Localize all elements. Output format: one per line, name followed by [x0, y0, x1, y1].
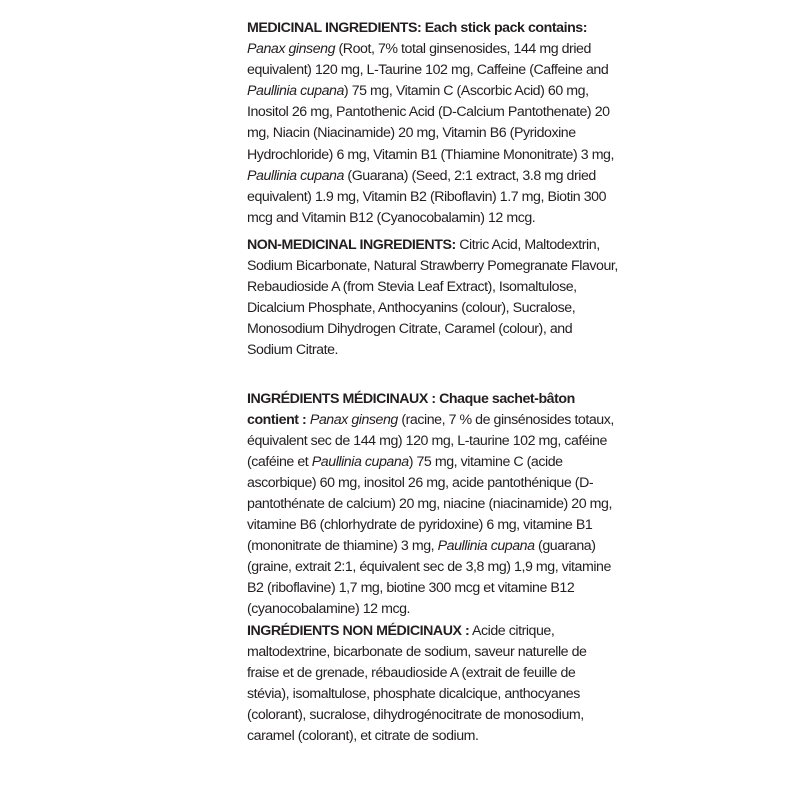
fr-medicinal-paragraph	[247, 389, 619, 621]
fr-paullinia-cupana-2: Paullinia cupana	[437, 538, 535, 555]
ingredients-label	[247, 18, 619, 747]
en-medicinal-paragraph	[247, 18, 619, 229]
en-paullinia-cupana-1: Paullinia cupana	[247, 83, 344, 100]
en-paullinia-cupana-2: Paullinia cupana	[247, 167, 344, 184]
fr-panax-ginseng: Panax ginseng	[309, 411, 398, 428]
fr-medicinal-text-3: (guarana) (graine, extrait 2:1, équivalent sec de 3,8 mg) 1,9 mg, vitamine B2 (riboflavine) 1,7 mg, biotine 300 mcg et vitamine B12 (cyanocobalamine) 12 mcg.	[247, 538, 611, 618]
en-panax-ginseng: Panax ginseng	[247, 41, 336, 58]
fr-paullinia-cupana-1: Paullinia cupana	[311, 453, 409, 470]
en-non-medicinal-heading: NON-MEDICINAL INGREDIENTS:	[247, 236, 456, 253]
en-non-medicinal-paragraph	[247, 235, 619, 362]
fr-medicinal-text-1: (racine, 7 % de ginsénosides totaux, équivalent sec de 144 mg) 120 mg, L-taurine 102 mg, caféine (caféine et	[247, 411, 614, 470]
language-divider-space	[247, 362, 619, 389]
fr-non-medicinal-heading: INGRÉDIENTS NON MÉDICINAUX :	[247, 622, 470, 639]
fr-medicinal-text-2: ) 75 mg, vitamine C (acide ascorbique) 60 mg, inositol 26 mg, acide pantothénique (D-pantothénate de calcium) 20 mg, niacine (niacinamide) 20 mg, vitamine B6 (chlorhydrate de pyridoxine) 6 mg, vitamine B1 (mononitrate de thiamine) 3 mg,	[247, 453, 612, 555]
fr-medicinal-heading: INGRÉDIENTS MÉDICINAUX : Chaque sachet-bâton contient :	[247, 390, 575, 428]
en-medicinal-text-1: (Root, 7% total ginsenosides, 144 mg dried equivalent) 120 mg, L-Taurine 102 mg, Caffeine (Caffeine and	[247, 41, 609, 79]
fr-non-medicinal-text: Acide citrique, maltodextrine, bicarbonate de sodium, saveur naturelle de fraise et de grenade, rébaudioside A (extrait de feuille de stévia), isomaltulose, phosphate dicalcique, anthocyanes (colorant), sucralose, dihydrogénocitrate de monosodium, caramel (colorant), et citrate de sodium.	[247, 622, 587, 744]
en-medicinal-heading: MEDICINAL INGREDIENTS: Each stick pack contains:	[247, 20, 587, 36]
fr-non-medicinal-paragraph	[247, 621, 619, 748]
en-medicinal-text-3: (Guarana) (Seed, 2:1 extract, 3.8 mg dried equivalent) 1.9 mg, Vitamin B2 (Riboflavin) 1.7 mg, Biotin 300 mcg and Vitamin B12 (Cyanocobalamin) 12 mcg.	[247, 167, 607, 226]
en-medicinal-text-2: ) 75 mg, Vitamin C (Ascorbic Acid) 60 mg, Inositol 26 mg, Pantothenic Acid (D-Calcium Pantothenate) 20 mg, Niacin (Niacinamide) 20 mg, Vitamin B6 (Pyridoxine Hydrochloride) 6 mg, Vitamin B1 (Thiamine Mononitrate) 3 mg,	[247, 83, 614, 163]
en-non-medicinal-text: Citric Acid, Maltodextrin, Sodium Bicarbonate, Natural Strawberry Pomegranate Flavour, Rebaudioside A (from Stevia Leaf Extract), Isomaltulose, Dicalcium Phosphate, Anthocyanins (colour), Sucralose, Monosodium Dihydrogen Citrate, Caramel (colour), and Sodium Citrate.	[247, 236, 618, 359]
